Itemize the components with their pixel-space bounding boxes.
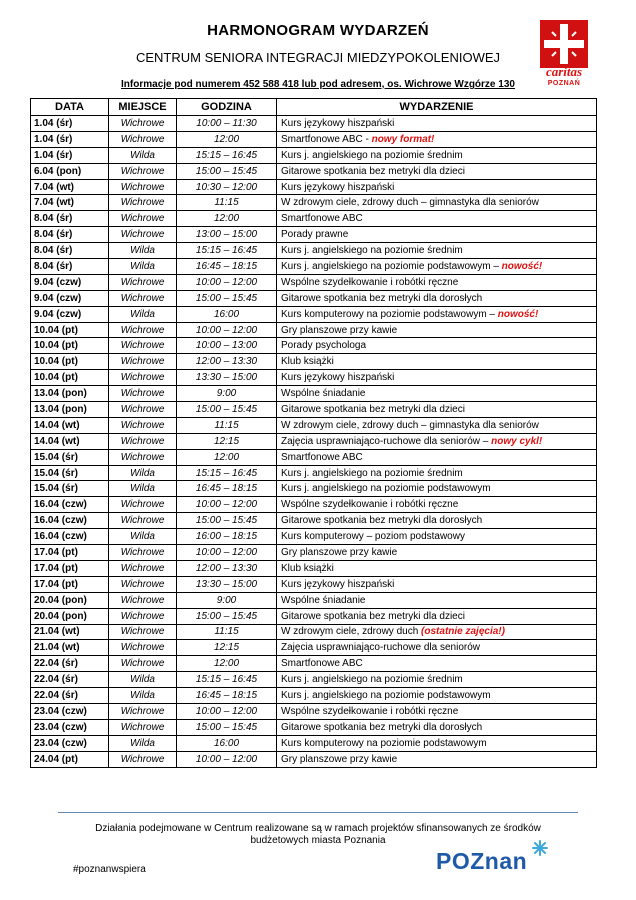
cell-date: 10.04 (pt): [31, 322, 109, 338]
cell-place: Wichrowe: [109, 131, 177, 147]
cell-time: 12:00: [177, 131, 277, 147]
table-row: [31, 672, 597, 688]
cell-date: 7.04 (wt): [31, 179, 109, 195]
cell-event: [277, 497, 597, 513]
event-text: Wspólne śniadanie: [281, 594, 366, 606]
cell-date: 16.04 (czw): [31, 529, 109, 545]
cell-date: 22.04 (śr): [31, 688, 109, 704]
cell-time: 16:45 – 18:15: [177, 688, 277, 704]
table-row: [31, 624, 597, 640]
cell-place: Wichrowe: [109, 449, 177, 465]
cell-place: Wichrowe: [109, 354, 177, 370]
cell-date: 10.04 (pt): [31, 354, 109, 370]
table-row: [31, 306, 597, 322]
event-text: Gitarowe spotkania bez metryki dla dorosłych: [281, 292, 483, 304]
event-text: Kurs j. angielskiego na poziomie podstawowym: [281, 483, 491, 495]
cell-place: Wichrowe: [109, 227, 177, 243]
cell-event: [277, 179, 597, 195]
table-header-row: [31, 99, 597, 116]
cell-time: 16:45 – 18:15: [177, 481, 277, 497]
event-text: Gry planszowe przy kawie: [281, 324, 398, 336]
cell-place: Wichrowe: [109, 116, 177, 132]
table-row: [31, 529, 597, 545]
cell-time: 16:00 – 18:15: [177, 529, 277, 545]
event-text: Kurs językowy hiszpański: [281, 117, 395, 129]
table-row: [31, 545, 597, 561]
cell-place: Wichrowe: [109, 719, 177, 735]
cell-date: 10.04 (pt): [31, 338, 109, 354]
cell-date: 20.04 (pon): [31, 592, 109, 608]
cell-place: Wichrowe: [109, 592, 177, 608]
event-text: Gitarowe spotkania bez metryki dla dzieci: [281, 165, 465, 177]
cell-date: 23.04 (czw): [31, 719, 109, 735]
cell-date: 1.04 (śr): [31, 116, 109, 132]
cell-place: Wilda: [109, 147, 177, 163]
table-row: [31, 338, 597, 354]
page-title: HARMONOGRAM WYDARZEŃ: [207, 22, 429, 39]
event-highlight: nowy format!: [371, 133, 435, 145]
table-row: [31, 433, 597, 449]
cell-time: 15:00 – 15:45: [177, 719, 277, 735]
cell-time: 10:00 – 12:00: [177, 545, 277, 561]
cell-time: 10:00 – 12:00: [177, 322, 277, 338]
cell-event: [277, 672, 597, 688]
event-highlight: nowy cykl!: [491, 435, 543, 447]
cell-time: 10:00 – 13:00: [177, 338, 277, 354]
table-row: [31, 735, 597, 751]
cell-event: [277, 592, 597, 608]
event-text: Gitarowe spotkania bez metryki dla dzieci: [281, 403, 465, 415]
event-text: Klub książki: [281, 562, 334, 574]
column-header-date: DATA: [31, 99, 109, 116]
cell-event: [277, 322, 597, 338]
cell-place: Wichrowe: [109, 545, 177, 561]
event-text: Porady psychologa: [281, 340, 367, 352]
cell-place: Wichrowe: [109, 497, 177, 513]
cell-place: Wilda: [109, 529, 177, 545]
table-row: [31, 227, 597, 243]
cell-place: Wichrowe: [109, 211, 177, 227]
table-row: [31, 656, 597, 672]
cell-time: 15:15 – 16:45: [177, 465, 277, 481]
cell-event: [277, 513, 597, 529]
cell-place: Wichrowe: [109, 433, 177, 449]
cell-event: [277, 163, 597, 179]
event-text: W zdrowym ciele, zdrowy duch – gimnastyka dla seniorów: [281, 197, 539, 209]
cell-date: 10.04 (pt): [31, 370, 109, 386]
cell-date: 7.04 (wt): [31, 195, 109, 211]
table-row: [31, 513, 597, 529]
cell-date: 20.04 (pon): [31, 608, 109, 624]
cell-event: [277, 688, 597, 704]
event-text: Kurs j. angielskiego na poziomie podstawowym: [281, 690, 491, 701]
event-text: Smartfonowe ABC: [281, 451, 363, 463]
event-text: Kurs komputerowy na poziomie podstawowym –: [281, 308, 498, 320]
cell-event: [277, 402, 597, 418]
cell-place: Wilda: [109, 672, 177, 688]
event-text: Smartfonowe ABC: [281, 213, 363, 225]
cell-time: 11:15: [177, 417, 277, 433]
cell-time: 11:15: [177, 195, 277, 211]
event-text: Kurs j. angielskiego na poziomie średnim: [281, 245, 463, 257]
cell-time: 9:00: [177, 386, 277, 402]
cell-time: 15:00 – 15:45: [177, 402, 277, 418]
cell-event: [277, 703, 597, 719]
cell-event: [277, 640, 597, 656]
table-row: [31, 322, 597, 338]
table-row: [31, 449, 597, 465]
cell-date: 1.04 (śr): [31, 131, 109, 147]
cell-date: 15.04 (śr): [31, 481, 109, 497]
schedule-rows: [31, 116, 597, 768]
cell-time: 10:00 – 12:00: [177, 751, 277, 767]
cell-date: 17.04 (pt): [31, 576, 109, 592]
cell-date: 15.04 (śr): [31, 449, 109, 465]
cell-event: [277, 545, 597, 561]
cell-event: [277, 433, 597, 449]
event-text: Kurs językowy hiszpański: [281, 372, 395, 384]
cell-event: [277, 227, 597, 243]
table-row: [31, 386, 597, 402]
table-row: [31, 131, 597, 147]
event-text: W zdrowym ciele, zdrowy duch – gimnastyka dla seniorów: [281, 419, 539, 431]
cell-time: 15:00 – 15:45: [177, 513, 277, 529]
table-row: [31, 211, 597, 227]
cell-place: Wichrowe: [109, 513, 177, 529]
event-text: Kurs językowy hiszpański: [281, 181, 395, 193]
table-row: [31, 640, 597, 656]
column-header-event: WYDARZENIE: [277, 99, 597, 116]
cell-time: 13:30 – 15:00: [177, 370, 277, 386]
cell-time: 16:45 – 18:15: [177, 259, 277, 275]
cell-time: 12:15: [177, 640, 277, 656]
table-row: [31, 354, 597, 370]
cell-time: 10:00 – 12:00: [177, 274, 277, 290]
cell-time: 15:15 – 16:45: [177, 147, 277, 163]
table-row: [31, 497, 597, 513]
contact-info: Informacje pod numerem 452 588 418 lub pod adresem, os. Wichrowe Wzgórze 130: [121, 79, 515, 90]
cell-date: 21.04 (wt): [31, 640, 109, 656]
cell-time: 13:00 – 15:00: [177, 227, 277, 243]
cell-place: Wilda: [109, 465, 177, 481]
table-row: [31, 243, 597, 259]
cell-event: [277, 481, 597, 497]
cell-place: Wilda: [109, 243, 177, 259]
table-row: [31, 592, 597, 608]
event-text: Zajęcia usprawniająco-ruchowe dla seniorów –: [281, 435, 492, 447]
cell-date: 8.04 (śr): [31, 259, 109, 275]
cell-place: Wichrowe: [109, 656, 177, 672]
cell-time: 10:30 – 12:00: [177, 179, 277, 195]
cell-time: 12:00: [177, 211, 277, 227]
logo-city: POZNAŃ: [547, 80, 581, 87]
cell-event: [277, 338, 597, 354]
cell-date: 17.04 (pt): [31, 560, 109, 576]
schedule-table: [30, 98, 597, 768]
table-row: [31, 465, 597, 481]
footer-note: Działania podejmowane w Centrum realizowane są w ramach projektów sfinansowanych ze środków budżetowych miasta Poznania: [95, 823, 541, 846]
table-row: [31, 147, 597, 163]
table-row: [31, 608, 597, 624]
cell-time: 10:00 – 11:30: [177, 116, 277, 132]
cell-place: Wichrowe: [109, 703, 177, 719]
event-text: Gry planszowe przy kawie: [281, 753, 398, 765]
table-row: [31, 370, 597, 386]
cell-date: 14.04 (wt): [31, 433, 109, 449]
cell-place: Wichrowe: [109, 417, 177, 433]
cell-event: [277, 211, 597, 227]
poznan-star-icon: [532, 840, 548, 856]
cell-time: 15:15 – 16:45: [177, 672, 277, 688]
cell-time: 10:00 – 12:00: [177, 497, 277, 513]
cell-place: Wichrowe: [109, 560, 177, 576]
cell-time: 16:00: [177, 735, 277, 751]
event-text: Gitarowe spotkania bez metryki dla dorosłych: [281, 721, 483, 733]
table-row: [31, 195, 597, 211]
table-row: [31, 751, 597, 767]
cell-time: 12:00: [177, 656, 277, 672]
cell-place: Wichrowe: [109, 640, 177, 656]
cell-event: [277, 306, 597, 322]
cell-date: 16.04 (czw): [31, 497, 109, 513]
cell-date: 22.04 (śr): [31, 672, 109, 688]
cell-time: 12:00 – 13:30: [177, 560, 277, 576]
table-row: [31, 719, 597, 735]
cell-time: 12:00: [177, 449, 277, 465]
event-text: Wspólne szydełkowanie i robótki ręczne: [281, 499, 459, 511]
event-text: Kurs językowy hiszpański: [281, 578, 395, 590]
cell-time: 15:15 – 16:45: [177, 243, 277, 259]
table-row: [31, 481, 597, 497]
cell-event: [277, 417, 597, 433]
cell-place: Wichrowe: [109, 290, 177, 306]
cell-date: 17.04 (pt): [31, 545, 109, 561]
cell-event: [277, 354, 597, 370]
cell-event: [277, 735, 597, 751]
cell-place: Wilda: [109, 259, 177, 275]
cell-event: [277, 131, 597, 147]
event-text: Klub książki: [281, 356, 334, 368]
cell-place: Wichrowe: [109, 163, 177, 179]
cell-date: 23.04 (czw): [31, 703, 109, 719]
cell-time: 10:00 – 12:00: [177, 703, 277, 719]
table-row: [31, 163, 597, 179]
cell-place: Wichrowe: [109, 322, 177, 338]
cell-place: Wichrowe: [109, 402, 177, 418]
cell-time: 12:15: [177, 433, 277, 449]
event-text: W zdrowym ciele, zdrowy duch: [281, 626, 422, 638]
cell-event: [277, 259, 597, 275]
cell-date: 14.04 (wt): [31, 417, 109, 433]
cell-event: [277, 195, 597, 211]
table-row: [31, 417, 597, 433]
cell-event: [277, 370, 597, 386]
cell-place: Wilda: [109, 688, 177, 704]
cell-place: Wichrowe: [109, 370, 177, 386]
event-text: Kurs komputerowy na poziomie podstawowym: [281, 737, 487, 749]
table-row: [31, 116, 597, 132]
event-text: Wspólne szydełkowanie i robótki ręczne: [281, 276, 459, 288]
cell-event: [277, 449, 597, 465]
page-subtitle: CENTRUM SENIORA INTEGRACJI MIEDZYPOKOLENIOWEJ: [135, 50, 501, 65]
cell-place: Wichrowe: [109, 274, 177, 290]
cell-time: 12:00 – 13:30: [177, 354, 277, 370]
event-text: Kurs komputerowy – poziom podstawowy: [281, 531, 465, 543]
event-text: Gitarowe spotkania bez metryki dla dzieci: [281, 610, 465, 622]
cell-place: Wilda: [109, 306, 177, 322]
cell-date: 6.04 (pon): [31, 163, 109, 179]
event-highlight: nowość!: [501, 260, 543, 272]
cell-time: 15:00 – 15:45: [177, 290, 277, 306]
cell-event: [277, 386, 597, 402]
cell-place: Wichrowe: [109, 179, 177, 195]
cell-date: 9.04 (czw): [31, 290, 109, 306]
cell-event: [277, 608, 597, 624]
cell-date: 8.04 (śr): [31, 211, 109, 227]
cell-event: [277, 290, 597, 306]
event-text: Kurs j. angielskiego na poziomie podstawowym –: [281, 260, 502, 272]
cell-time: 11:15: [177, 624, 277, 640]
cell-date: 13.04 (pon): [31, 386, 109, 402]
cell-place: Wichrowe: [109, 576, 177, 592]
event-text: Gitarowe spotkania bez metryki dla dorosłych: [281, 515, 483, 527]
cell-event: [277, 751, 597, 767]
poznan-logo-text: POZnan: [436, 848, 528, 874]
event-text: Kurs j. angielskiego na poziomie średnim: [281, 674, 463, 686]
cell-time: 15:00 – 15:45: [177, 608, 277, 624]
cell-date: 9.04 (czw): [31, 274, 109, 290]
cell-place: Wichrowe: [109, 195, 177, 211]
event-text: Wspólne śniadanie: [281, 388, 366, 400]
cell-place: Wichrowe: [109, 751, 177, 767]
cell-event: [277, 465, 597, 481]
cell-place: Wichrowe: [109, 608, 177, 624]
cell-date: 23.04 (czw): [31, 735, 109, 751]
cell-date: 24.04 (pt): [31, 751, 109, 767]
cell-event: [277, 243, 597, 259]
footer-divider: [58, 812, 578, 813]
event-highlight: nowość!: [497, 308, 539, 320]
table-row: [31, 259, 597, 275]
cell-date: 13.04 (pon): [31, 402, 109, 418]
cell-place: Wilda: [109, 735, 177, 751]
cell-event: [277, 274, 597, 290]
cell-event: [277, 560, 597, 576]
event-text: Porady prawne: [281, 229, 349, 241]
table-row: [31, 688, 597, 704]
event-text: Gry planszowe przy kawie: [281, 546, 398, 558]
table-row: [31, 274, 597, 290]
cell-event: [277, 719, 597, 735]
cell-place: Wichrowe: [109, 338, 177, 354]
column-header-place: MIEJSCE: [109, 99, 177, 116]
event-text: Zajęcia usprawniająco-ruchowe dla seniorów: [281, 642, 480, 654]
event-text: Kurs j. angielskiego na poziomie średnim: [281, 467, 463, 479]
cell-time: 9:00: [177, 592, 277, 608]
cell-date: 15.04 (śr): [31, 465, 109, 481]
cell-event: [277, 529, 597, 545]
cell-date: 22.04 (śr): [31, 656, 109, 672]
cell-date: 8.04 (śr): [31, 227, 109, 243]
cell-date: 21.04 (wt): [31, 624, 109, 640]
column-header-time: GODZINA: [177, 99, 277, 116]
cell-event: [277, 656, 597, 672]
cell-date: 16.04 (czw): [31, 513, 109, 529]
table-row: [31, 703, 597, 719]
cell-date: 9.04 (czw): [31, 306, 109, 322]
cell-place: Wichrowe: [109, 624, 177, 640]
table-row: [31, 179, 597, 195]
cell-date: 8.04 (śr): [31, 243, 109, 259]
logo-word: caritas: [545, 64, 583, 79]
event-highlight: (ostatnie zajęcia!): [421, 626, 505, 638]
event-text: Kurs j. angielskiego na poziomie średnim: [281, 149, 463, 161]
cell-event: [277, 116, 597, 132]
event-text: Smartfonowe ABC -: [281, 133, 372, 145]
cell-time: 16:00: [177, 306, 277, 322]
cell-event: [277, 624, 597, 640]
cell-event: [277, 147, 597, 163]
event-text: Wspólne szydełkowanie i robótki ręczne: [281, 705, 459, 717]
cell-place: Wichrowe: [109, 386, 177, 402]
cell-date: 1.04 (śr): [31, 147, 109, 163]
event-text: Smartfonowe ABC: [281, 658, 363, 670]
hashtag: #poznanwspiera: [73, 864, 146, 875]
cell-time: 15:00 – 15:45: [177, 163, 277, 179]
table-row: [31, 402, 597, 418]
table-row: [31, 576, 597, 592]
table-row: [31, 560, 597, 576]
cell-time: 13:30 – 15:00: [177, 576, 277, 592]
cell-event: [277, 576, 597, 592]
cell-place: Wilda: [109, 481, 177, 497]
table-row: [31, 290, 597, 306]
